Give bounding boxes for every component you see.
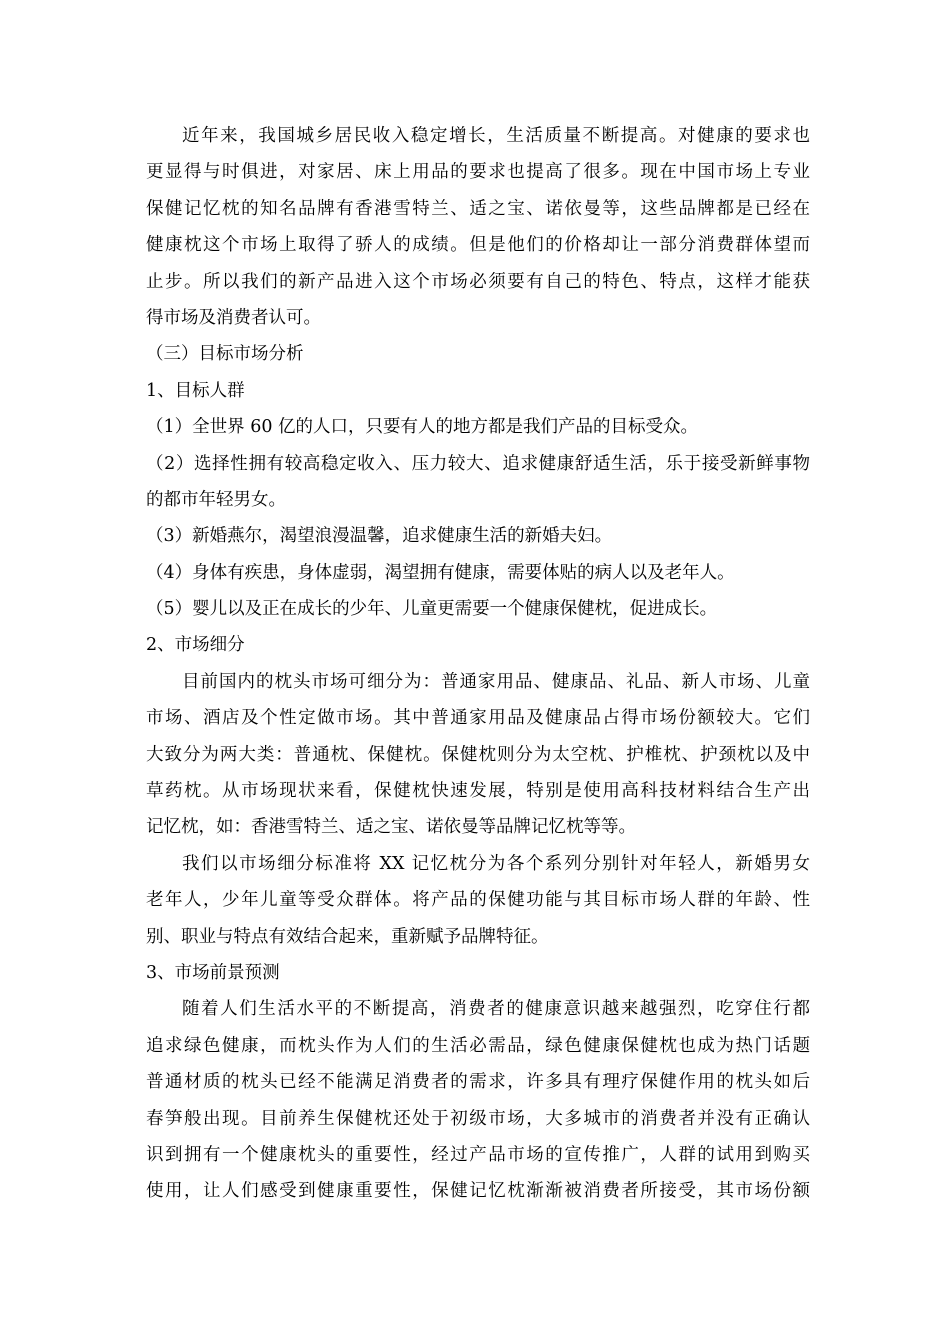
text-line: （5）婴儿以及正在成长的少年、儿童更需要一个健康保健枕，促进成长。 (146, 599, 718, 620)
text-line: 市场、酒店及个性定做市场。其中普通家用品及健康品占得市场份额较大。它们 (146, 708, 810, 729)
text-line: 追求绿色健康，而枕头作为人们的生活必需品，绿色健康保健枕也成为热门话题 (146, 1035, 810, 1056)
text-line: 识到拥有一个健康枕头的重要性，经过产品市场的宣传推广，人群的试用到购买 (146, 1144, 810, 1165)
text-line: 止步。所以我们的新产品进入这个市场必须要有自己的特色、特点，这样才能获 (146, 271, 810, 292)
text-line: 随着人们生活水平的不断提高，消费者的健康意识越来越强烈，吃穿住行都 (182, 999, 810, 1020)
text-line: （3）新婚燕尔，渴望浪漫温馨，追求健康生活的新婚夫妇。 (146, 526, 613, 547)
text-line: 别、职业与特点有效结合起来，重新赋予品牌特征。 (146, 926, 549, 947)
text-line: 近年来，我国城乡居民收入稳定增长，生活质量不断提高。对健康的要求也 (182, 126, 810, 146)
text-line: 我们以市场细分标准将 XX 记忆枕分为各个系列分别针对年轻人，新婚男女 (182, 853, 810, 874)
text-line: 保健记忆枕的知名品牌有香港雪特兰、适之宝、诺依曼等，这些品牌都是已经在 (146, 198, 810, 219)
section-heading (146, 336, 810, 372)
list-item (146, 409, 810, 445)
paragraph (146, 118, 810, 336)
list-item (146, 591, 810, 627)
text-line: 健康枕这个市场上取得了骄人的成绩。但是他们的价格却让一部分消费群体望而 (146, 235, 810, 256)
text-line: 春笋般出现。目前养生保健枕还处于初级市场，大多城市的消费者并没有正确认 (146, 1108, 810, 1129)
section-heading (146, 627, 810, 663)
text-line: 普通材质的枕头已经不能满足消费者的需求，许多具有理疗保健作用的枕头如后 (146, 1072, 810, 1093)
paragraph (146, 664, 810, 846)
text-line: 目前国内的枕头市场可细分为：普通家用品、健康品、礼品、新人市场、儿童 (182, 671, 810, 692)
text-line: 3、市场前景预测 (146, 962, 280, 983)
text-line: （2）选择性拥有较高稳定收入、压力较大、追求健康舒适生活，乐于接受新鲜事物 (146, 453, 810, 474)
text-line: 使用，让人们感受到健康重要性，保健记忆枕渐渐被消费者所接受，其市场份额 (146, 1181, 810, 1202)
list-item (146, 555, 810, 591)
text-line: （4）身体有疾患，身体虚弱，渴望拥有健康，需要体贴的病人以及老年人。 (146, 562, 735, 583)
list-item (146, 446, 810, 519)
text-line: 更显得与时俱进，对家居、床上用品的要求也提高了很多。现在中国市场上专业 (146, 162, 810, 183)
text-line: 老年人，少年儿童等受众群体。将产品的保健功能与其目标市场人群的年龄、性 (146, 890, 810, 911)
text-line: （三）目标市场分析 (146, 344, 304, 365)
text-line: 草药枕。从市场现状来看，保健枕快速发展，特别是使用高科技材料结合生产出 (146, 781, 810, 802)
text-line: 得市场及消费者认可。 (146, 307, 321, 328)
text-line: （1）全世界 60 亿的人口，只要有人的地方都是我们产品的目标受众。 (146, 417, 699, 438)
list-item (146, 518, 810, 554)
text-line: 2、市场细分 (146, 635, 245, 656)
paragraph (146, 846, 810, 955)
text-line: 1、目标人群 (146, 380, 245, 401)
text-line: 记忆枕，如：香港雪特兰、适之宝、诺依曼等品牌记忆枕等等。 (146, 817, 636, 838)
paragraph (146, 991, 810, 1209)
text-line: 大致分为两大类：普通枕、保健枕。保健枕则分为太空枕、护椎枕、护颈枕以及中 (146, 744, 810, 765)
text-line: 的都市年轻男女。 (146, 489, 286, 510)
section-heading (146, 955, 810, 991)
section-heading (146, 373, 810, 409)
document-page (146, 118, 810, 1210)
